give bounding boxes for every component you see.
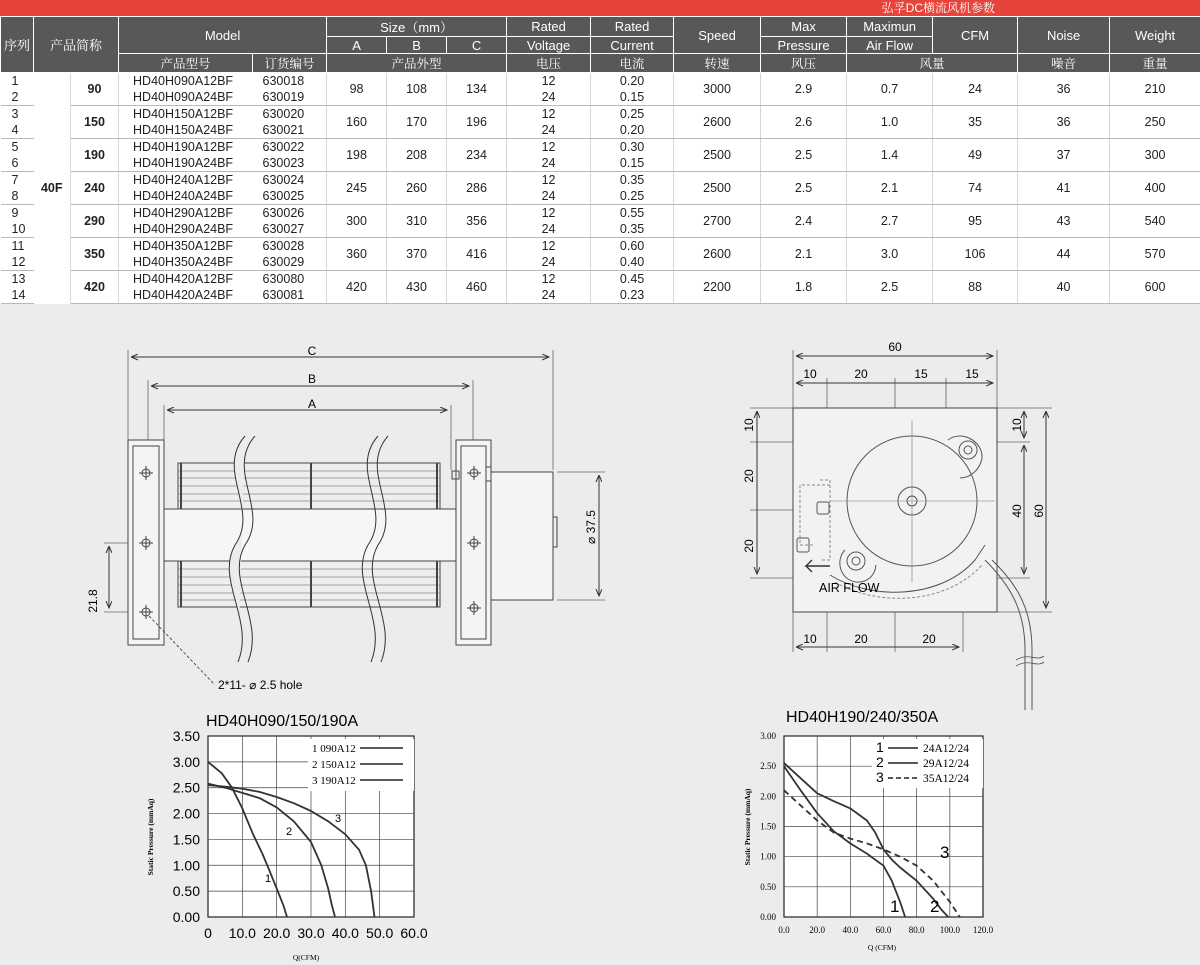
max-pressure: 1.8 <box>761 271 847 304</box>
dim-a-label: A <box>307 397 317 411</box>
short-name: 420 <box>71 271 119 304</box>
rated-current: 0.55 <box>591 205 674 222</box>
chart1 <box>173 728 428 941</box>
short-name: 240 <box>71 172 119 205</box>
size-b: 108 <box>387 73 447 106</box>
header-rated-voltage-2: Voltage <box>507 37 591 54</box>
dim-diameter-label: ⌀ 37.5 <box>584 510 598 544</box>
noise: 44 <box>1018 238 1110 271</box>
chart1-ylabel: Static Pressure (mmAq) <box>146 798 155 876</box>
model-number: HD40H190A24BF <box>119 155 253 172</box>
rated-voltage: 12 <box>507 106 591 123</box>
weight: 540 <box>1110 205 1200 238</box>
table-row <box>1 205 1200 222</box>
speed: 2500 <box>674 172 761 205</box>
max-airflow: 2.5 <box>847 271 933 304</box>
x-tick-label: 20.0 <box>809 925 826 935</box>
model-number: HD40H290A12BF <box>133 206 234 220</box>
x-tick-label: 60.0 <box>400 925 428 941</box>
size-c: 286 <box>447 172 507 205</box>
short-name: 90 <box>71 73 119 106</box>
cfm: 35 <box>933 106 1018 139</box>
model-number: HD40H090A24BF <box>119 89 253 106</box>
header-weight: Weight <box>1110 17 1200 54</box>
cfm: 49 <box>933 139 1018 172</box>
model-number: HD40H240A12BF <box>133 173 234 187</box>
header-rated-current-1: Rated <box>591 17 674 37</box>
rated-current: 0.20 <box>591 73 674 90</box>
y-tick-label: 3.00 <box>760 731 776 741</box>
y-tick-label: 1.50 <box>760 821 776 832</box>
size-c: 416 <box>447 238 507 271</box>
x-tick-label: 10.0 <box>228 925 256 941</box>
legend-entry-name: 24A12/24 <box>923 743 969 755</box>
cfm: 74 <box>933 172 1018 205</box>
front-view-drawing <box>104 350 605 684</box>
header-size-c: C <box>447 37 507 54</box>
spec-table-body <box>1 73 1200 304</box>
header-model: Model <box>119 17 327 54</box>
cfm: 95 <box>933 205 1018 238</box>
rated-voltage: 12 <box>507 139 591 156</box>
header-size: Size（mm） <box>327 17 507 37</box>
model-number: HD40H150A12BF <box>133 107 234 121</box>
table-row <box>1 238 1200 255</box>
row-index: 9 <box>11 206 19 220</box>
rated-voltage: 24 <box>507 254 591 271</box>
max-airflow: 0.7 <box>847 73 933 106</box>
max-pressure: 2.6 <box>761 106 847 139</box>
model-number: HD40H290A24BF <box>119 221 253 238</box>
curve-label: 1 <box>265 873 272 885</box>
header-cn-model: 产品型号 <box>119 54 253 73</box>
header-cfm: CFM <box>933 17 1018 54</box>
y-tick-label: 0.50 <box>172 883 200 900</box>
weight: 570 <box>1110 238 1200 271</box>
chart2 <box>760 731 993 935</box>
legend-entry: 3 190A12 <box>312 775 356 787</box>
chart1-xlabel: Q(CFM) <box>292 953 320 962</box>
legend-entry-name: 29A12/24 <box>923 758 969 770</box>
header-cn-current: 电流 <box>591 54 674 73</box>
weight: 400 <box>1110 172 1200 205</box>
side-left-seg-3: 20 <box>742 539 756 553</box>
chart2-title: HD40H190/240/350A <box>786 709 939 726</box>
size-a: 420 <box>327 271 387 304</box>
short-name: 290 <box>71 205 119 238</box>
header-index: 序列 <box>1 17 34 73</box>
x-tick-label: 50.0 <box>366 925 394 941</box>
header-short-name: 产品简称 <box>34 17 119 73</box>
noise: 36 <box>1018 106 1110 139</box>
speed: 2200 <box>674 271 761 304</box>
speed: 2500 <box>674 139 761 172</box>
y-tick-label: 0.00 <box>760 912 776 922</box>
row-index: 14 <box>1 287 34 304</box>
x-tick-label: 20.0 <box>263 925 291 941</box>
model-number: HD40H350A24BF <box>119 254 253 271</box>
order-number: 630028 <box>253 238 327 255</box>
model-number: HD40H420A12BF <box>133 272 234 286</box>
order-number: 630019 <box>253 89 327 106</box>
weight: 600 <box>1110 271 1200 304</box>
curve-label: 3 <box>335 813 342 825</box>
noise: 43 <box>1018 205 1110 238</box>
size-b: 370 <box>387 238 447 271</box>
x-tick-label: 0.0 <box>778 925 790 935</box>
side-right-total: 60 <box>1032 504 1046 518</box>
row-index: 3 <box>11 107 19 121</box>
noise: 36 <box>1018 73 1110 106</box>
curve-label: 1 <box>890 897 900 916</box>
rated-current: 0.25 <box>591 188 674 205</box>
series-name: 40F <box>34 73 71 304</box>
cfm: 88 <box>933 271 1018 304</box>
chart2-xlabel: Q (CFM) <box>867 943 897 952</box>
header-size-b: B <box>387 37 447 54</box>
weight: 210 <box>1110 73 1200 106</box>
rated-current: 0.40 <box>591 254 674 271</box>
size-c: 356 <box>447 205 507 238</box>
model-number: HD40H190A12BF <box>133 140 234 154</box>
max-pressure: 2.1 <box>761 238 847 271</box>
table-row <box>1 106 1200 123</box>
row-index: 4 <box>1 122 34 139</box>
x-tick-label: 40.0 <box>331 925 359 941</box>
drawings-and-charts <box>0 330 1200 965</box>
legend-entry: 3 <box>876 769 884 785</box>
order-number: 630029 <box>253 254 327 271</box>
max-airflow: 2.7 <box>847 205 933 238</box>
rated-voltage: 12 <box>507 271 591 288</box>
weight: 250 <box>1110 106 1200 139</box>
hole-note: 2*11- ⌀ 2.5 hole <box>218 678 303 692</box>
side-bottom-seg-3: 20 <box>922 632 936 646</box>
rated-voltage: 12 <box>507 73 591 90</box>
order-number: 630018 <box>253 73 327 90</box>
model-number: HD40H150A24BF <box>119 122 253 139</box>
side-width-total: 60 <box>888 340 902 354</box>
size-a: 245 <box>327 172 387 205</box>
y-tick-label: 1.00 <box>760 851 776 862</box>
max-pressure: 2.4 <box>761 205 847 238</box>
header-cn-speed: 转速 <box>674 54 761 73</box>
side-top-seg-3: 15 <box>914 367 928 381</box>
y-tick-label: 2.50 <box>172 779 200 796</box>
y-tick-label: 2.00 <box>760 791 776 802</box>
rated-voltage: 12 <box>507 238 591 255</box>
noise: 40 <box>1018 271 1110 304</box>
legend-entry: 1 <box>876 739 884 755</box>
max-airflow: 1.0 <box>847 106 933 139</box>
side-left-seg-1: 10 <box>742 418 756 432</box>
row-index: 5 <box>11 140 19 154</box>
noise: 37 <box>1018 139 1110 172</box>
side-top-seg-4: 15 <box>965 367 979 381</box>
header-cn-order: 订货编号 <box>253 54 327 73</box>
size-b: 310 <box>387 205 447 238</box>
chart2-ylabel: Static Pressure (mmAq) <box>743 788 752 866</box>
row-index: 6 <box>1 155 34 172</box>
size-a: 160 <box>327 106 387 139</box>
rated-current: 0.60 <box>591 238 674 255</box>
model-number: HD40H350A12BF <box>133 239 234 253</box>
header-rated-voltage-1: Rated <box>507 17 591 37</box>
max-airflow: 3.0 <box>847 238 933 271</box>
table-row <box>1 172 1200 189</box>
dim-height-label: 21.8 <box>86 589 100 613</box>
banner-title: 弘孚DC横流风机参数 <box>881 1 995 15</box>
header-noise: Noise <box>1018 17 1110 54</box>
y-tick-label: 0.00 <box>172 909 200 925</box>
max-airflow: 1.4 <box>847 139 933 172</box>
banner-bar <box>0 0 1200 16</box>
header-rated-current-2: Current <box>591 37 674 54</box>
order-number: 630022 <box>253 139 327 156</box>
y-tick-label: 1.50 <box>172 831 200 848</box>
rated-current: 0.23 <box>591 287 674 304</box>
speed: 3000 <box>674 73 761 106</box>
order-number: 630025 <box>253 188 327 205</box>
max-pressure: 2.5 <box>761 139 847 172</box>
rated-voltage: 12 <box>507 172 591 189</box>
order-number: 630081 <box>253 287 327 304</box>
x-tick-label: 60.0 <box>875 925 892 935</box>
curve-label: 2 <box>930 897 940 916</box>
model-number: HD40H240A24BF <box>119 188 253 205</box>
row-index: 10 <box>1 221 34 238</box>
row-index: 11 <box>11 239 25 253</box>
rated-voltage: 24 <box>507 188 591 205</box>
speed: 2600 <box>674 106 761 139</box>
side-bottom-seg-2: 20 <box>854 632 868 646</box>
rated-current: 0.35 <box>591 221 674 238</box>
header-max-pressure-1: Max <box>761 17 847 37</box>
size-a: 198 <box>327 139 387 172</box>
y-tick-label: 1.00 <box>172 857 200 874</box>
x-tick-label: 100.0 <box>939 925 960 935</box>
rated-current: 0.30 <box>591 139 674 156</box>
size-c: 196 <box>447 106 507 139</box>
y-tick-label: 3.00 <box>172 753 200 770</box>
table-row <box>1 73 1200 90</box>
side-top-seg-2: 20 <box>854 367 868 381</box>
rated-current: 0.45 <box>591 271 674 288</box>
size-a: 300 <box>327 205 387 238</box>
header-cn-pressure: 风压 <box>761 54 847 73</box>
size-b: 260 <box>387 172 447 205</box>
order-number: 630023 <box>253 155 327 172</box>
order-number: 630021 <box>253 122 327 139</box>
speed: 2700 <box>674 205 761 238</box>
dim-c-label: C <box>307 344 317 358</box>
size-b: 208 <box>387 139 447 172</box>
row-index: 7 <box>11 173 19 187</box>
table-row <box>1 271 1200 288</box>
rated-voltage: 24 <box>507 287 591 304</box>
legend-entry: 2 150A12 <box>312 759 356 771</box>
header-cn-airflow: 风量 <box>847 54 1018 73</box>
header-size-a: A <box>327 37 387 54</box>
max-airflow: 2.1 <box>847 172 933 205</box>
size-c: 234 <box>447 139 507 172</box>
order-number: 630020 <box>253 106 327 123</box>
short-name: 150 <box>71 106 119 139</box>
header-cn-weight: 重量 <box>1110 54 1200 73</box>
header-max-airflow-2: Air Flow <box>847 37 933 54</box>
header-speed: Speed <box>674 17 761 54</box>
curve-label: 3 <box>940 843 950 862</box>
x-tick-label: 120.0 <box>972 925 994 935</box>
header-cn-voltage: 电压 <box>507 54 591 73</box>
rated-voltage: 24 <box>507 122 591 139</box>
rated-voltage: 24 <box>507 155 591 172</box>
side-view-drawing <box>750 350 1052 710</box>
order-number: 630024 <box>253 172 327 189</box>
row-index: 12 <box>1 254 34 271</box>
rated-voltage: 24 <box>507 221 591 238</box>
model-number: HD40H420A24BF <box>119 287 253 304</box>
side-left-seg-2: 20 <box>742 469 756 483</box>
rated-current: 0.25 <box>591 106 674 123</box>
speed: 2600 <box>674 238 761 271</box>
rated-current: 0.15 <box>591 155 674 172</box>
y-tick-label: 3.50 <box>172 728 200 744</box>
side-top-seg-1: 10 <box>803 367 817 381</box>
short-name: 190 <box>71 139 119 172</box>
x-tick-label: 30.0 <box>297 925 325 941</box>
legend-entry-name: 35A12/24 <box>923 773 969 785</box>
y-tick-label: 2.00 <box>172 805 200 822</box>
x-tick-label: 40.0 <box>842 925 859 935</box>
legend-entry: 2 <box>876 754 884 770</box>
y-tick-label: 0.50 <box>760 881 776 892</box>
weight: 300 <box>1110 139 1200 172</box>
row-index: 8 <box>1 188 34 205</box>
row-index: 2 <box>1 89 34 106</box>
header-cn-noise: 噪音 <box>1018 54 1110 73</box>
order-number: 630080 <box>253 271 327 288</box>
row-index: 13 <box>11 272 26 286</box>
header-max-airflow-1: Maximun <box>847 17 933 37</box>
noise: 41 <box>1018 172 1110 205</box>
size-a: 360 <box>327 238 387 271</box>
side-right-mid: 40 <box>1010 504 1024 518</box>
rated-voltage: 12 <box>507 205 591 222</box>
chart1-title: HD40H090/150/190A <box>206 713 359 730</box>
rated-voltage: 24 <box>507 89 591 106</box>
rated-current: 0.20 <box>591 122 674 139</box>
spec-table <box>0 16 1200 304</box>
model-number: HD40H090A12BF <box>133 74 234 88</box>
short-name: 350 <box>71 238 119 271</box>
header-max-pressure-2: Pressure <box>761 37 847 54</box>
size-b: 170 <box>387 106 447 139</box>
curve-label: 2 <box>286 826 293 838</box>
order-number: 630026 <box>253 205 327 222</box>
side-right-top: 10 <box>1010 418 1024 432</box>
size-b: 430 <box>387 271 447 304</box>
row-index: 1 <box>11 74 19 88</box>
y-tick-label: 2.50 <box>760 761 776 772</box>
cfm: 106 <box>933 238 1018 271</box>
dim-b-label: B <box>307 372 317 386</box>
table-row <box>1 139 1200 156</box>
rated-current: 0.15 <box>591 89 674 106</box>
header-cn-size: 产品外型 <box>327 54 507 73</box>
side-bottom-seg-1: 10 <box>803 632 817 646</box>
max-pressure: 2.5 <box>761 172 847 205</box>
order-number: 630027 <box>253 221 327 238</box>
size-a: 98 <box>327 73 387 106</box>
x-tick-label: 80.0 <box>908 925 925 935</box>
max-pressure: 2.9 <box>761 73 847 106</box>
airflow-label: AIR FLOW <box>819 581 880 595</box>
size-c: 460 <box>447 271 507 304</box>
rated-current: 0.35 <box>591 172 674 189</box>
cfm: 24 <box>933 73 1018 106</box>
size-c: 134 <box>447 73 507 106</box>
legend-entry: 1 090A12 <box>312 743 356 755</box>
x-tick-label: 0 <box>204 925 212 941</box>
